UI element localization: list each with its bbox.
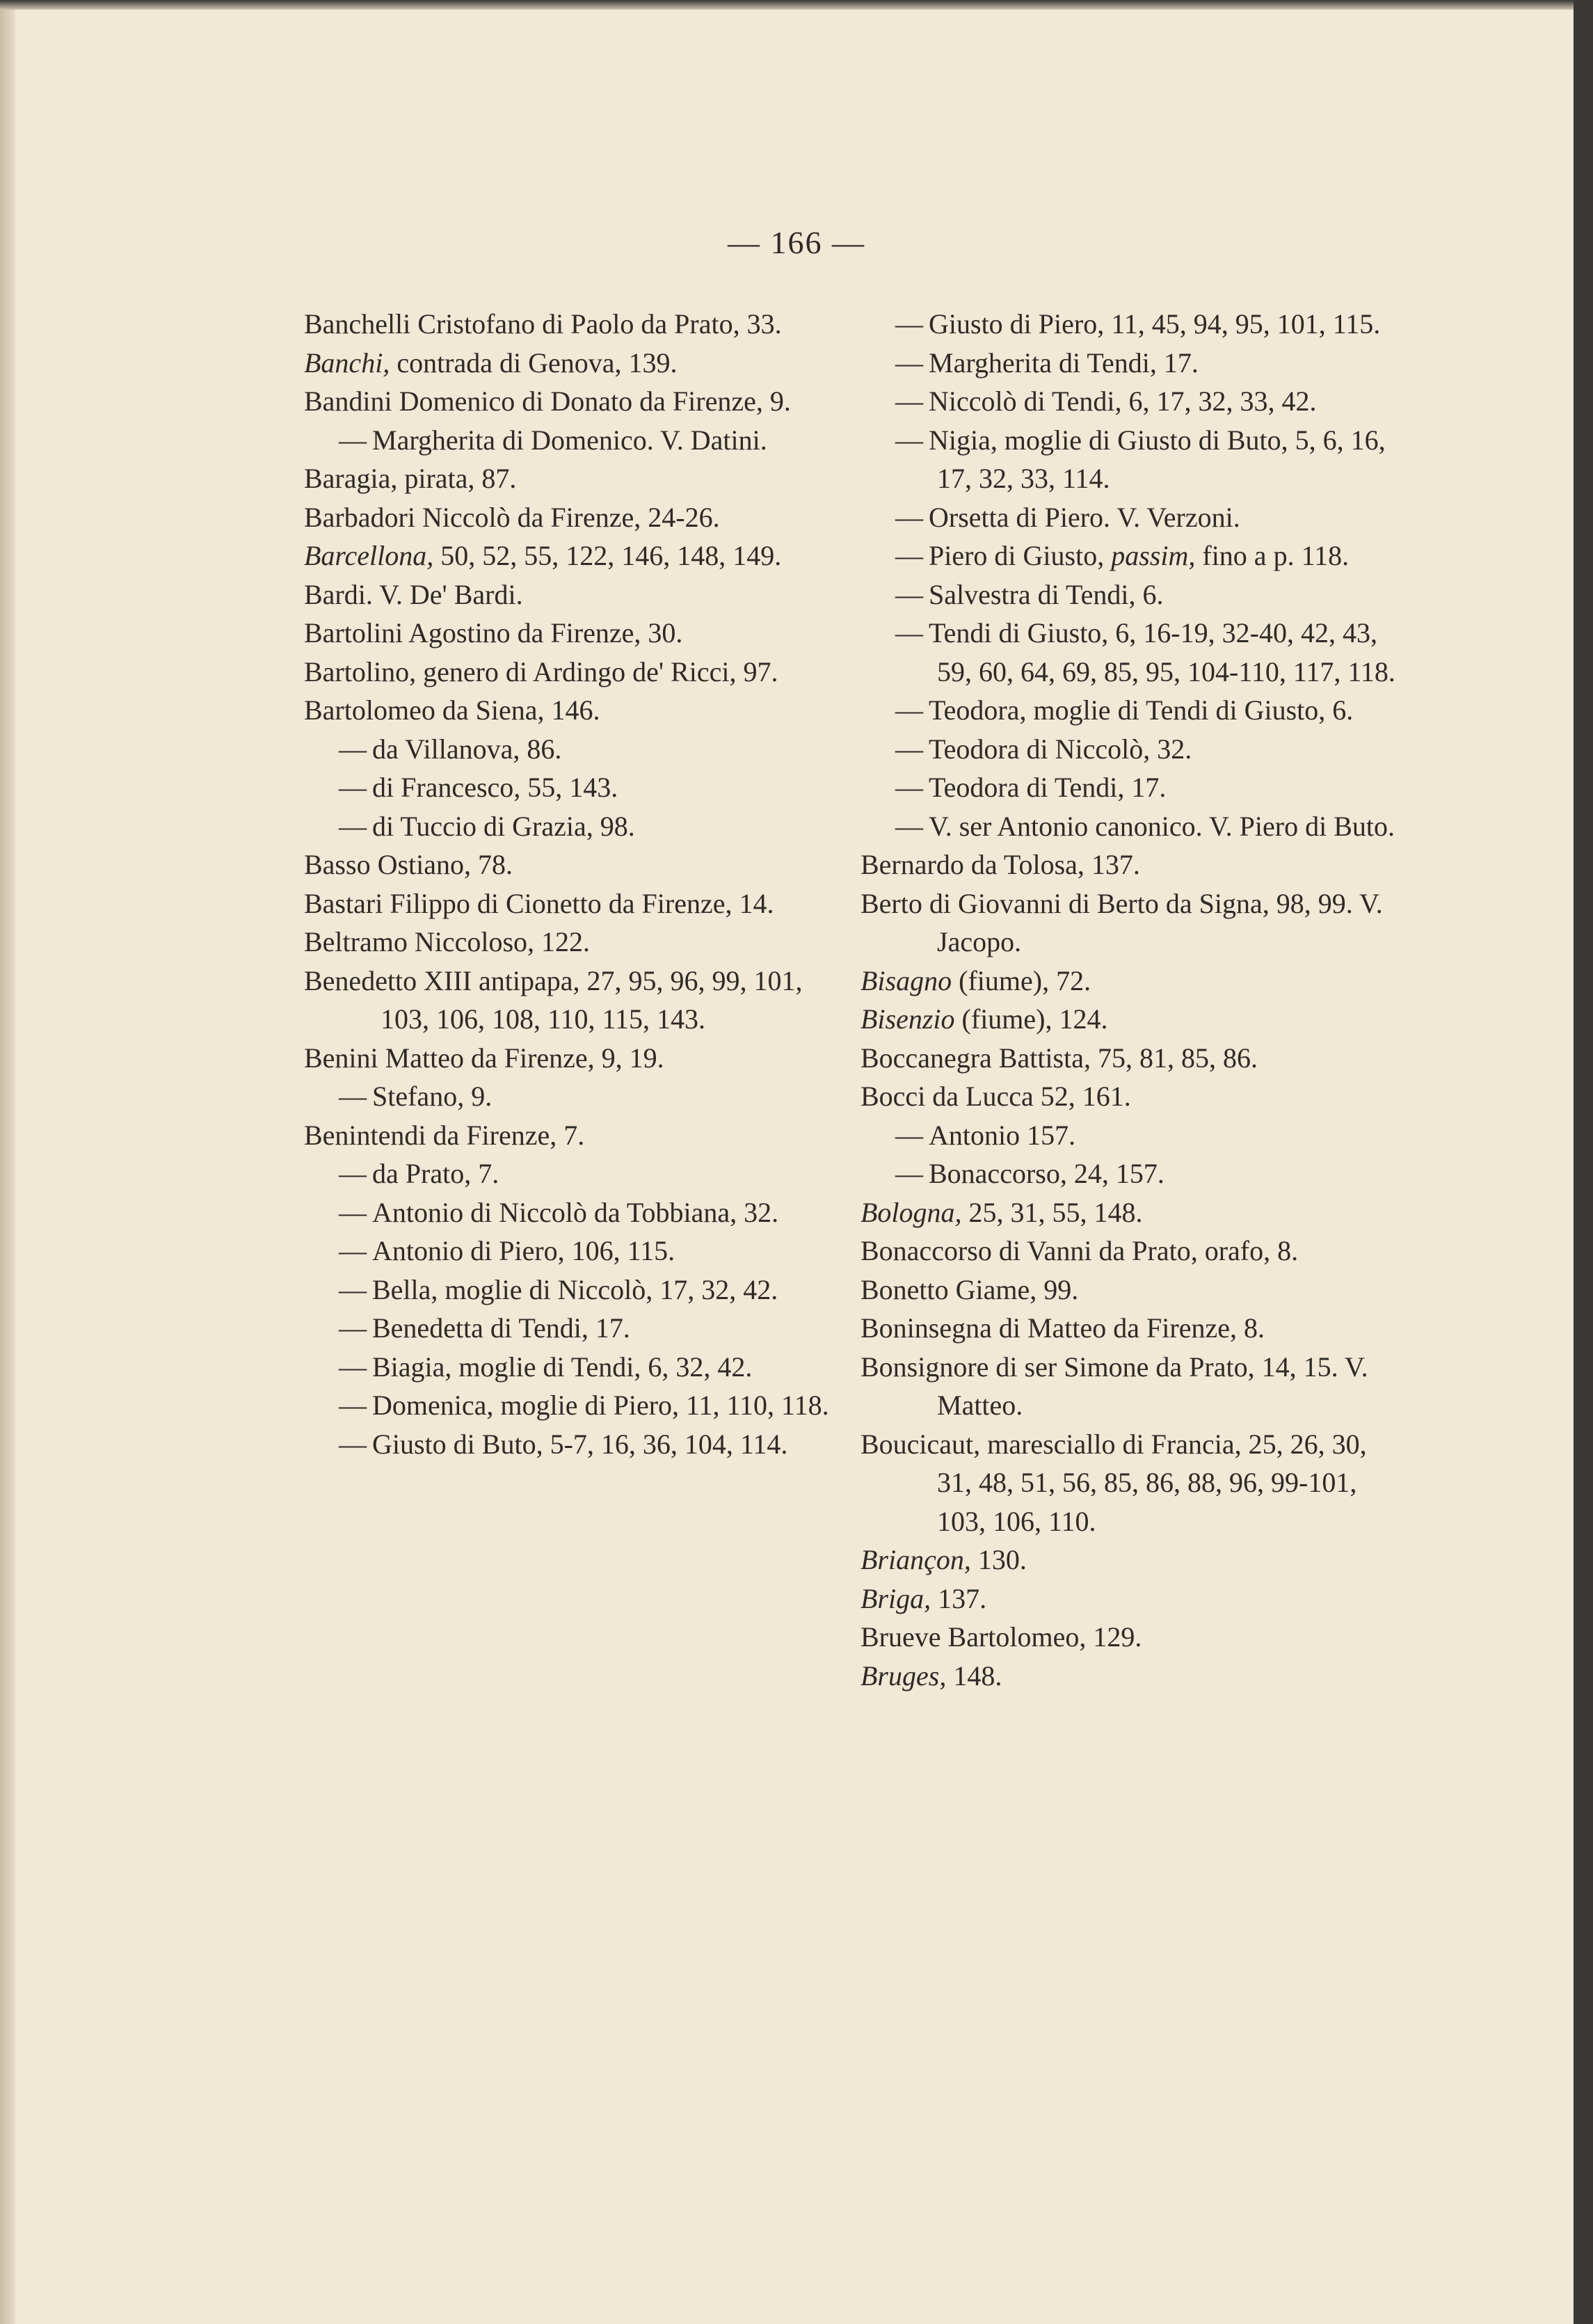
entry-italic-term: passim, — [1111, 540, 1196, 571]
index-entry — [860, 1039, 1396, 1078]
subentry-dash: — — [895, 578, 923, 610]
entry-italic-term: Bologna, — [860, 1196, 962, 1228]
index-column-right — [860, 305, 1396, 1695]
index-subentry — [304, 421, 840, 460]
index-subentry — [304, 1386, 840, 1425]
index-entry — [860, 1232, 1396, 1271]
entry-text: Antonio di Niccolò da Tobbiana, 32. — [372, 1196, 779, 1228]
entry-text: Teodora di Tendi, 17. — [929, 772, 1167, 803]
index-subentry — [304, 1348, 840, 1387]
entry-text: Barbadori Niccolò da Firenze, 24-26. — [304, 501, 720, 533]
index-subentry — [860, 344, 1396, 383]
entry-text: 50, 52, 55, 122, 146, 148, 149. — [433, 540, 782, 571]
subentry-dash: — — [895, 617, 923, 648]
index-subentry — [860, 421, 1396, 498]
index-subentry — [860, 807, 1396, 846]
entry-text: Basso Ostiano, 78. — [304, 849, 513, 880]
index-subentry — [304, 768, 840, 807]
entry-text: Antonio di Piero, 106, 115. — [372, 1235, 675, 1266]
entry-text: Nigia, moglie di Giusto di Buto, 5, 6, 16, 17, 32, 33, 114. — [929, 424, 1386, 494]
entry-text: Teodora di Niccolò, 32. — [929, 733, 1192, 765]
entry-text: Bernardo da Tolosa, 137. — [860, 849, 1140, 880]
subentry-dash: — — [895, 385, 923, 417]
index-entry — [860, 1309, 1396, 1348]
entry-text: Tendi di Giusto, 6, 16-19, 32-40, 42, 43, 59, 60, 64, 69, 85, 95, 104-110, 117, 118. — [929, 617, 1395, 687]
entry-text: di Francesco, 55, 143. — [372, 772, 618, 803]
entry-text: Biagia, moglie di Tendi, 6, 32, 42. — [372, 1351, 753, 1383]
index-column-left — [304, 305, 840, 1463]
index-entry — [860, 1271, 1396, 1310]
entry-text: Bella, moglie di Niccolò, 17, 32, 42. — [372, 1273, 778, 1305]
index-entry — [304, 536, 840, 575]
subentry-dash: — — [339, 772, 367, 803]
entry-text: Orsetta di Piero. V. Verzoni. — [929, 501, 1240, 533]
entry-text: 25, 31, 55, 148. — [961, 1196, 1143, 1228]
entry-text: Baragia, pirata, 87. — [304, 463, 517, 494]
index-subentry — [304, 1309, 840, 1348]
subentry-dash: — — [895, 424, 923, 456]
index-subentry — [304, 730, 840, 769]
index-entry — [304, 382, 840, 421]
index-subentry — [860, 1116, 1396, 1155]
entry-text: di Tuccio di Grazia, 98. — [372, 810, 635, 842]
index-subentry — [860, 575, 1396, 614]
page-top-edge — [0, 0, 1593, 10]
entry-text: Giusto di Buto, 5-7, 16, 36, 104, 114. — [372, 1428, 788, 1460]
index-subentry — [860, 730, 1396, 769]
entry-text: Bonaccorso di Vanni da Prato, orafo, 8. — [860, 1235, 1299, 1266]
index-entry — [304, 1116, 840, 1155]
subentry-dash: — — [895, 772, 923, 803]
subentry-dash: — — [339, 424, 367, 456]
entry-text: Teodora, moglie di Tendi di Giusto, 6. — [929, 694, 1354, 726]
index-entry — [860, 1618, 1396, 1657]
subentry-dash: — — [339, 1351, 367, 1383]
index-entry — [860, 1193, 1396, 1232]
entry-text: Bocci da Lucca 52, 161. — [860, 1081, 1131, 1112]
subentry-dash: — — [339, 1312, 367, 1344]
index-entry — [304, 459, 840, 498]
index-entry — [860, 1579, 1396, 1618]
index-subentry — [860, 691, 1396, 730]
entry-text: Berto di Giovanni di Berto da Signa, 98, 99. V. Jacopo. — [860, 887, 1383, 957]
entry-text: Boninsegna di Matteo da Firenze, 8. — [860, 1312, 1265, 1344]
index-subentry — [860, 536, 1396, 575]
entry-italic-term: Banchi, — [304, 347, 390, 379]
index-entry — [304, 1039, 840, 1078]
index-entry — [860, 1541, 1396, 1579]
entry-text: (fiume), 72. — [952, 964, 1091, 996]
entry-italic-term: Bisenzio — [860, 1003, 955, 1035]
subentry-dash: — — [895, 810, 923, 842]
index-entry — [304, 691, 840, 730]
entry-text: Benedetta di Tendi, 17. — [372, 1312, 630, 1344]
index-entry — [860, 1000, 1396, 1039]
entry-text: Domenica, moglie di Piero, 11, 110, 118. — [372, 1390, 829, 1421]
index-subentry — [860, 768, 1396, 807]
entry-text: Bonsignore di ser Simone da Prato, 14, 15. V. Matteo. — [860, 1351, 1368, 1421]
page-number: — 166 — — [728, 225, 865, 260]
entry-text: Benedetto XIII antipapa, 27, 95, 96, 99, 101, 103, 106, 108, 110, 115, 143. — [304, 964, 803, 1035]
subentry-dash: — — [895, 1119, 923, 1151]
subentry-dash: — — [895, 694, 923, 726]
subentry-dash: — — [339, 733, 367, 765]
index-subentry — [304, 1232, 840, 1271]
subentry-dash: — — [895, 540, 923, 571]
entry-text: Piero di Giusto, — [929, 540, 1112, 571]
entry-text: Benintendi da Firenze, 7. — [304, 1119, 585, 1151]
index-entry — [304, 845, 840, 884]
subentry-dash: — — [895, 733, 923, 765]
index-subentry — [860, 498, 1396, 537]
index-subentry — [304, 1193, 840, 1232]
subentry-dash: — — [339, 1273, 367, 1305]
index-entry — [304, 344, 840, 383]
entry-text: Bartolino, genero di Ardingo de' Ricci, 97. — [304, 655, 778, 687]
entry-text: Bartolini Agostino da Firenze, 30. — [304, 617, 683, 648]
subentry-dash: — — [339, 1081, 367, 1112]
index-entry — [304, 575, 840, 614]
entry-text: Antonio 157. — [929, 1119, 1076, 1151]
subentry-dash: — — [339, 1235, 367, 1266]
subentry-dash: — — [339, 1158, 367, 1189]
entry-text: Bartolomeo da Siena, 146. — [304, 694, 600, 726]
entry-text: Boccanegra Battista, 75, 81, 85, 86. — [860, 1042, 1258, 1074]
index-entry — [304, 923, 840, 962]
entry-italic-term: Bisagno — [860, 964, 952, 996]
subentry-dash: — — [339, 810, 367, 842]
entry-text: Benini Matteo da Firenze, 9, 19. — [304, 1042, 664, 1074]
index-entry — [304, 614, 840, 653]
entry-text: 130. — [970, 1544, 1027, 1575]
index-entry — [304, 498, 840, 537]
entry-text: (fiume), 124. — [954, 1003, 1108, 1035]
subentry-dash: — — [895, 308, 923, 340]
index-entry — [860, 962, 1396, 1001]
entry-text: Boucicaut, maresciallo di Francia, 25, 26, 30, 31, 48, 51, 56, 85, 86, 88, 96, 99-101, 103, 106, 110. — [860, 1428, 1367, 1537]
entry-text: 137. — [931, 1582, 987, 1614]
subentry-dash: — — [895, 347, 923, 379]
entry-text: Bastari Filippo di Cionetto da Firenze, 14. — [304, 887, 774, 919]
entry-italic-term: Briga, — [860, 1582, 931, 1614]
index-subentry — [860, 614, 1396, 691]
entry-text: Brueve Bartolomeo, 129. — [860, 1621, 1142, 1653]
index-entry — [304, 962, 840, 1039]
index-entry — [860, 884, 1396, 962]
entry-text: Bonaccorso, 24, 157. — [929, 1158, 1164, 1189]
index-entry — [304, 653, 840, 692]
entry-text: fino a p. 118. — [1195, 540, 1350, 571]
index-subentry — [304, 1425, 840, 1464]
index-entry — [860, 845, 1396, 884]
entry-text: Bandini Domenico di Donato da Firenze, 9. — [304, 385, 791, 417]
entry-text: contrada di Genova, 139. — [390, 347, 678, 379]
subentry-dash: — — [895, 501, 923, 533]
entry-text: 148. — [946, 1660, 1002, 1692]
entry-text: Beltramo Niccoloso, 122. — [304, 926, 591, 957]
subentry-dash: — — [895, 1158, 923, 1189]
entry-text: Salvestra di Tendi, 6. — [929, 578, 1164, 610]
entry-italic-term: Briançon, — [860, 1544, 971, 1575]
entry-text: da Prato, 7. — [372, 1158, 499, 1189]
index-subentry — [304, 1154, 840, 1193]
subentry-dash: — — [339, 1428, 367, 1460]
page-binding-edge — [0, 0, 15, 2324]
index-entry — [860, 1657, 1396, 1696]
index-subentry — [304, 1077, 840, 1116]
page-right-edge — [1574, 0, 1593, 2324]
entry-text: Stefano, 9. — [372, 1081, 493, 1112]
index-entry — [304, 305, 840, 344]
index-subentry — [860, 382, 1396, 421]
entry-text: Niccolò di Tendi, 6, 17, 32, 33, 42. — [929, 385, 1317, 417]
entry-text: Margherita di Tendi, 17. — [929, 347, 1199, 379]
entry-text: Margherita di Domenico. V. Datini. — [372, 424, 767, 456]
subentry-dash: — — [339, 1390, 367, 1421]
entry-text: Banchelli Cristofano di Paolo da Prato, 33. — [304, 308, 782, 340]
entry-text: Giusto di Piero, 11, 45, 94, 95, 101, 115. — [929, 308, 1381, 340]
entry-italic-term: Barcellona, — [304, 540, 434, 571]
index-subentry — [304, 807, 840, 846]
entry-italic-term: Bruges, — [860, 1660, 947, 1692]
entry-text: Bonetto Giame, 99. — [860, 1273, 1079, 1305]
index-subentry — [860, 1154, 1396, 1193]
index-subentry — [304, 1271, 840, 1310]
entry-text: V. ser Antonio canonico. V. Piero di Buto. — [929, 810, 1395, 842]
index-subentry — [860, 305, 1396, 344]
entry-text: da Villanova, 86. — [372, 733, 562, 765]
index-entry — [860, 1348, 1396, 1425]
entry-text: Bardi. V. De' Bardi. — [304, 578, 523, 610]
subentry-dash: — — [339, 1196, 367, 1228]
index-entry — [304, 884, 840, 923]
index-entry — [860, 1425, 1396, 1541]
index-entry — [860, 1077, 1396, 1116]
